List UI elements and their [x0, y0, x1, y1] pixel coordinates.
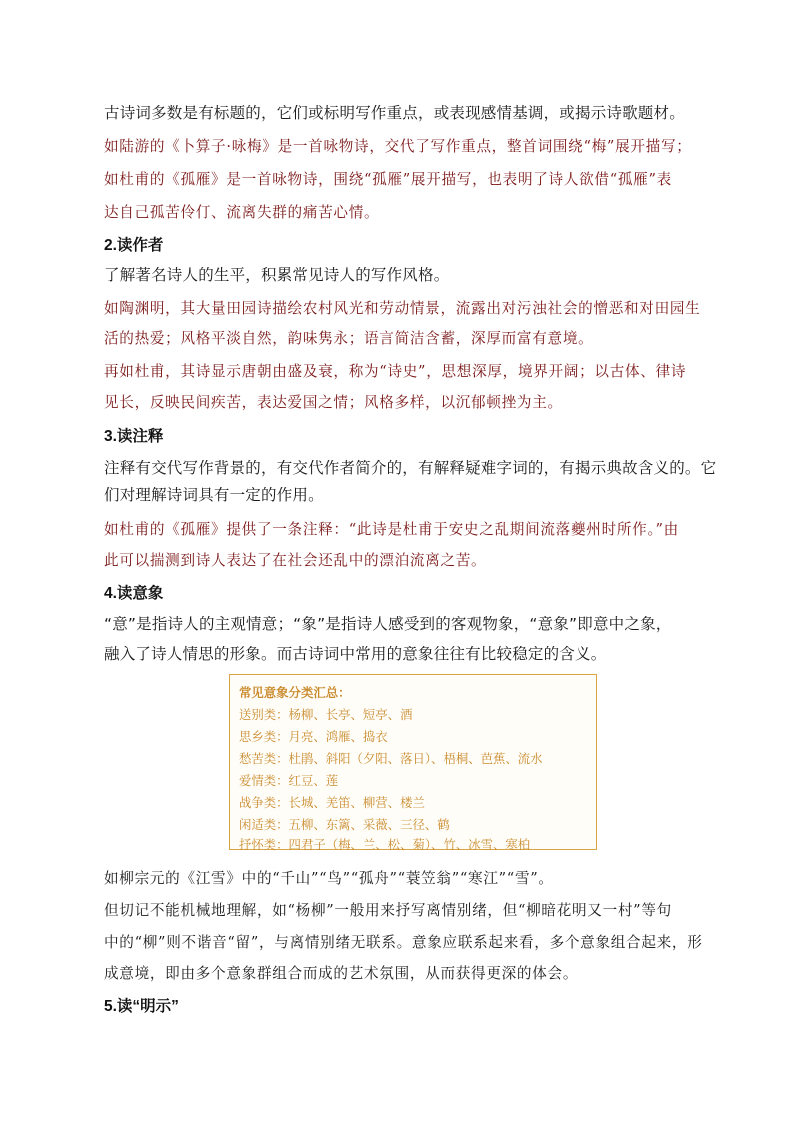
imagery-row-aspiration: 抒怀类：四君子（梅、兰、松、菊）、竹、冰雪、寒柏 — [239, 837, 531, 852]
example-jiang-xue: 如柳宗元的《江雪》中的“千山”“鸟”“孤舟”“蓑笠翁”“寒江”“雪”。 — [104, 870, 554, 887]
heading-read-author: 2.读作者 — [104, 237, 164, 254]
example-du-fu-line-2: 达自己孤苦伶仃、流离失群的痛苦心情。 — [104, 204, 380, 221]
paragraph-caution-line-1: 但切记不能机械地理解，如“杨柳”一般用来抒写离情别绪，但“柳暗花明又一村”等句 — [104, 902, 672, 919]
imagery-row-leisure: 闲适类：五柳、东篱、采薇、三径、鹤 — [239, 817, 450, 832]
paragraph-author: 了解著名诗人的生平，积累常见诗人的写作风格。 — [104, 266, 450, 284]
paragraph-title-intro: 古诗词多数是有标题的，它们或标明写作重点，或表现感情基调，或揭示诗歌题材。 — [104, 104, 685, 122]
example-du-fu-style-line-1: 再如杜甫，其诗显示唐朝由盛及衰，称为“诗史”，思想深厚，境界开阔；以古体、律诗 — [104, 363, 687, 380]
imagery-row-war: 战争类：长城、羌笛、柳营、楼兰 — [239, 795, 425, 810]
heading-read-notes: 3.读注释 — [104, 428, 164, 445]
imagery-row-homesick: 思乡类：月亮、鸿雁、捣衣 — [239, 729, 388, 744]
example-du-fu-style-line-2: 见长，反映民间疾苦，表达爱国之情；风格多样，以沉郁顿挫为主。 — [104, 394, 563, 411]
paragraph-imagery-line-1: “意”是指诗人的主观情意；“象”是指诗人感受到的客观物象，“意象”即意中之象， — [104, 615, 672, 633]
imagery-summary-box — [229, 674, 597, 850]
imagery-summary-title: 常见意象分类汇总： — [239, 685, 351, 700]
example-lu-you: 如陆游的《卜算子·咏梅》是一首咏物诗，交代了写作重点，整首词围绕“梅”展开描写； — [104, 138, 692, 155]
paragraph-notes-line-2: 们对理解诗词具有一定的作用。 — [104, 486, 324, 504]
example-tao-yuanming-line-2: 活的热爱；风格平淡自然，韵味隽永；语言简洁含蓄，深厚而富有意境。 — [104, 330, 594, 347]
imagery-row-sorrow: 愁苦类：杜鹃、斜阳（夕阳、落日）、梧桐、芭蕉、流水 — [239, 751, 543, 766]
heading-read-explicit: 5.读“明示” — [104, 998, 179, 1015]
example-annotation-line-1: 如杜甫的《孤雁》提供了一条注释：“此诗是杜甫于安史之乱期间流落夔州时所作。”由 — [104, 521, 679, 538]
paragraph-caution-line-2: 中的“柳”则不谐音“留”，与离情别绪无联系。意象应联系起来看，多个意象组合起来，形 — [104, 934, 703, 951]
heading-read-imagery: 4.读意象 — [104, 585, 164, 602]
example-annotation-line-2: 此可以揣测到诗人表达了在社会还乱中的漂泊流离之苦。 — [104, 552, 487, 569]
paragraph-notes-line-1: 注释有交代写作背景的，有交代作者简介的，有解释疑难字词的，有揭示典故含义的。它 — [104, 459, 717, 477]
paragraph-caution-line-3: 成意境，即由多个意象群组合而成的艺术氛围，从而获得更深的体会。 — [104, 965, 579, 982]
example-tao-yuanming-line-1: 如陶渊明，其大量田园诗描绘农村风光和劳动情景，流露出对污浊社会的憎恶和对田园生 — [104, 300, 701, 317]
example-du-fu-line-1: 如杜甫的《孤雁》是一首咏物诗，围绕“孤雁”展开描写，也表明了诗人欲借“孤雁”表 — [104, 171, 672, 188]
imagery-row-farewell: 送别类：杨柳、长亭、短亭、酒 — [239, 707, 413, 722]
paragraph-imagery-line-2: 融入了诗人情思的形象。而古诗词中常用的意象往往有比较稳定的含义。 — [104, 645, 607, 663]
imagery-row-love: 爱情类：红豆、莲 — [239, 773, 339, 788]
